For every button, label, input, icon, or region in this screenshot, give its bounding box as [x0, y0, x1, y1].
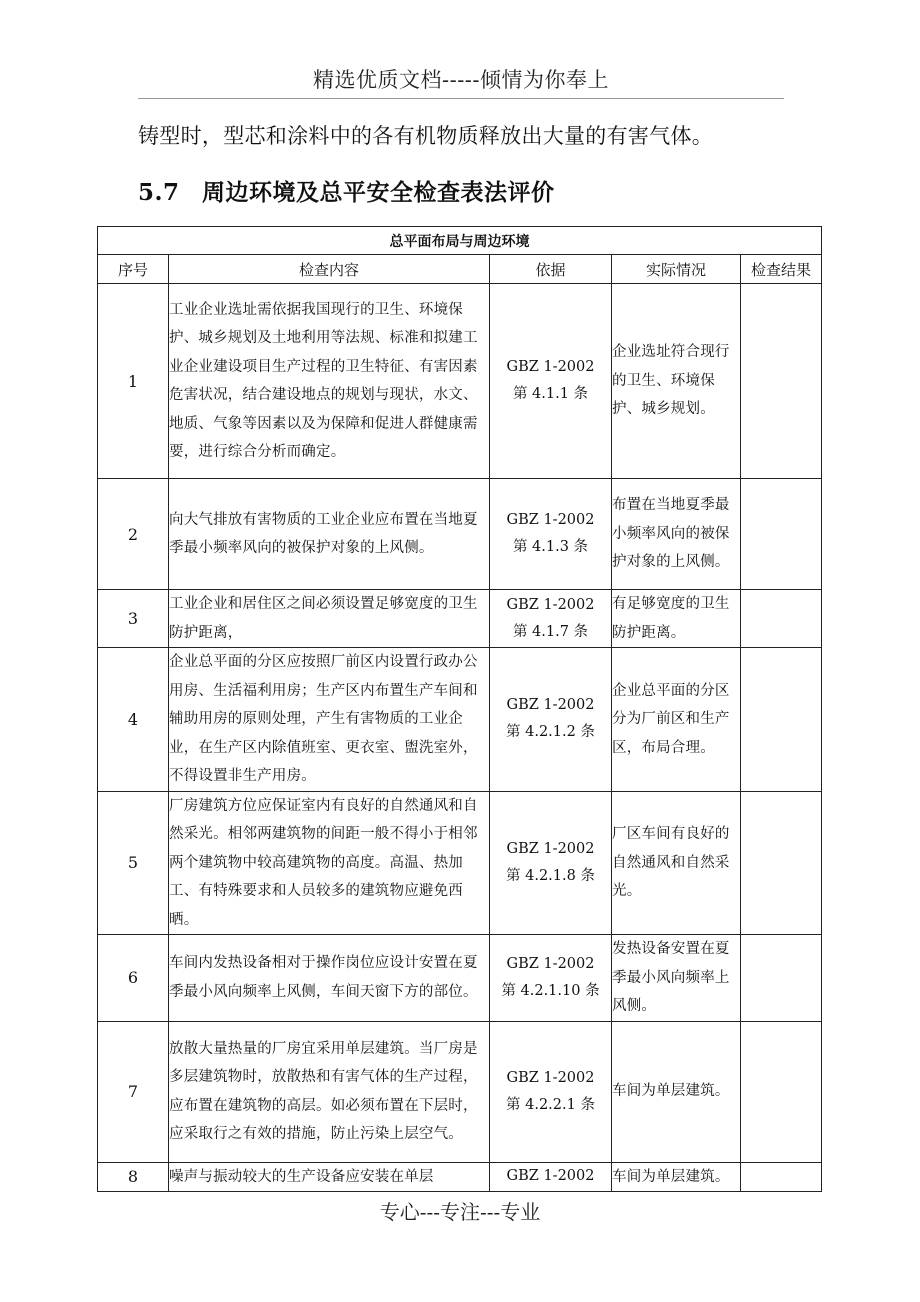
row-content: 噪声与振动较大的生产设备应安装在单层: [169, 1162, 490, 1192]
section-heading: [138, 174, 555, 207]
row-basis: [490, 1021, 612, 1162]
row-actual: 厂区车间有良好的自然通风和自然采光。: [612, 791, 741, 935]
column-header-result: 检查结果: [741, 255, 822, 284]
page-header: 精选优质文档-----倾情为你奉上: [138, 64, 784, 99]
row-number: 6: [98, 935, 169, 1022]
row-result: [741, 590, 822, 648]
row-result: [741, 935, 822, 1022]
column-header-content: 检查内容: [169, 255, 490, 284]
basis-standard: GBZ 1-2002: [506, 697, 595, 714]
basis-clause: 第 4.1.7 条: [512, 623, 589, 640]
row-actual: 布置在当地夏季最小频率风向的被保护对象的上风侧。: [612, 479, 741, 590]
row-content: 企业总平面的分区应按照厂前区内设置行政办公用房、生活福利用房；生产区内布置生产车间和辅助用房的原则处理，产生有害物质的工业企业，在生产区内除值班室、更衣室、盥洗室外，不得设置非生产用房。: [169, 648, 490, 792]
basis-clause: 第 4.2.1.10 条: [501, 982, 600, 999]
row-result: [741, 284, 822, 479]
row-number: 2: [98, 479, 169, 590]
row-basis: [490, 479, 612, 590]
row-result: [741, 648, 822, 792]
row-basis: [490, 648, 612, 792]
basis-standard: GBZ 1-2002: [506, 359, 595, 375]
row-content: 向大气排放有害物质的工业企业应布置在当地夏季最小频率风向的被保护对象的上风侧。: [169, 479, 490, 590]
row-content: 厂房建筑方位应保证室内有良好的自然通风和自然采光。相邻两建筑物的间距一般不得小于相邻两个建筑物中较高建筑物的高度。高温、热加工、有特殊要求和人员较多的建筑物应避免西晒。: [169, 791, 490, 935]
row-number: 7: [98, 1021, 169, 1162]
row-basis: [490, 284, 612, 479]
basis-clause: 第 4.2.1.8 条: [506, 867, 595, 884]
basis-standard: GBZ 1-2002: [506, 955, 595, 972]
basis-standard: GBZ 1-2002: [506, 1168, 595, 1185]
table-caption-row: [98, 227, 822, 255]
table-row: [98, 791, 822, 935]
row-actual: 企业选址符合现行的卫生、环境保护、城乡规划。: [612, 284, 741, 479]
row-actual: 车间为单层建筑。: [612, 1162, 741, 1192]
intro-paragraph: 铸型时，型芯和涂料中的各有机物质释放出大量的有害气体。: [138, 124, 714, 148]
row-basis: [490, 935, 612, 1022]
row-actual: 车间为单层建筑。: [612, 1021, 741, 1162]
basis-standard: GBZ 1-2002: [506, 596, 595, 613]
basis-clause: 第 4.2.1.2 条: [506, 724, 595, 741]
row-content: 工业企业选址需依据我国现行的卫生、环境保护、城乡规划及土地利用等法规、标准和拟建工业企业建设项目生产过程的卫生特征、有害因素危害状况，结合建设地点的规划与现状，水文、地质、气象等因素以及为保障和促进人群健康需要，进行综合分析而确定。: [169, 284, 490, 479]
table-row: [98, 1021, 822, 1162]
inspection-table: [97, 226, 822, 1192]
column-header-actual: 实际情况: [612, 255, 741, 284]
row-number: 4: [98, 648, 169, 792]
table-header-row: [98, 255, 822, 284]
row-actual: 有足够宽度的卫生防护距离。: [612, 590, 741, 648]
row-number: 8: [98, 1162, 169, 1192]
table-row: [98, 590, 822, 648]
row-result: [741, 479, 822, 590]
table-row: [98, 1162, 822, 1192]
row-basis: [490, 791, 612, 935]
row-number: 3: [98, 590, 169, 648]
page-footer: 专心---专注---专业: [379, 1200, 541, 1224]
row-basis: [490, 1162, 612, 1192]
section-number: 5.7: [138, 179, 180, 206]
row-actual: 发热设备安置在夏季最小风向频率上风侧。: [612, 935, 741, 1022]
row-actual: 企业总平面的分区分为厂前区和生产区，布局合理。: [612, 648, 741, 792]
column-header-no: 序号: [98, 255, 169, 284]
table-row: [98, 935, 822, 1022]
row-content: 车间内发热设备相对于操作岗位应设计安置在夏季最小风向频率上风侧，车间天窗下方的部位。: [169, 935, 490, 1022]
table-caption: 总平面布局与周边环境: [98, 227, 822, 255]
row-number: 1: [98, 284, 169, 479]
row-number: 5: [98, 791, 169, 935]
basis-clause: 第 4.2.2.1 条: [506, 1096, 595, 1113]
basis-standard: GBZ 1-2002: [506, 512, 595, 528]
row-result: [741, 1162, 822, 1192]
row-basis: [490, 590, 612, 648]
row-content: 工业企业和居住区之间必须设置足够宽度的卫生防护距离，: [169, 590, 490, 648]
row-content: 放散大量热量的厂房宜采用单层建筑。当厂房是多层建筑物时，放散热和有害气体的生产过程，应布置在建筑物的高层。如必须布置在下层时，应采取行之有效的措施，防止污染上层空气。: [169, 1021, 490, 1162]
basis-clause: 第 4.1.3 条: [512, 539, 589, 555]
row-result: [741, 1021, 822, 1162]
basis-clause: 第 4.1.1 条: [512, 386, 589, 402]
row-result: [741, 791, 822, 935]
basis-standard: GBZ 1-2002: [506, 1069, 595, 1086]
table-row: [98, 284, 822, 479]
column-header-basis: 依据: [490, 255, 612, 284]
basis-standard: GBZ 1-2002: [506, 840, 595, 857]
table-row: [98, 479, 822, 590]
table-row: [98, 648, 822, 792]
section-title: 周边环境及总平安全检查表法评价: [202, 179, 555, 206]
